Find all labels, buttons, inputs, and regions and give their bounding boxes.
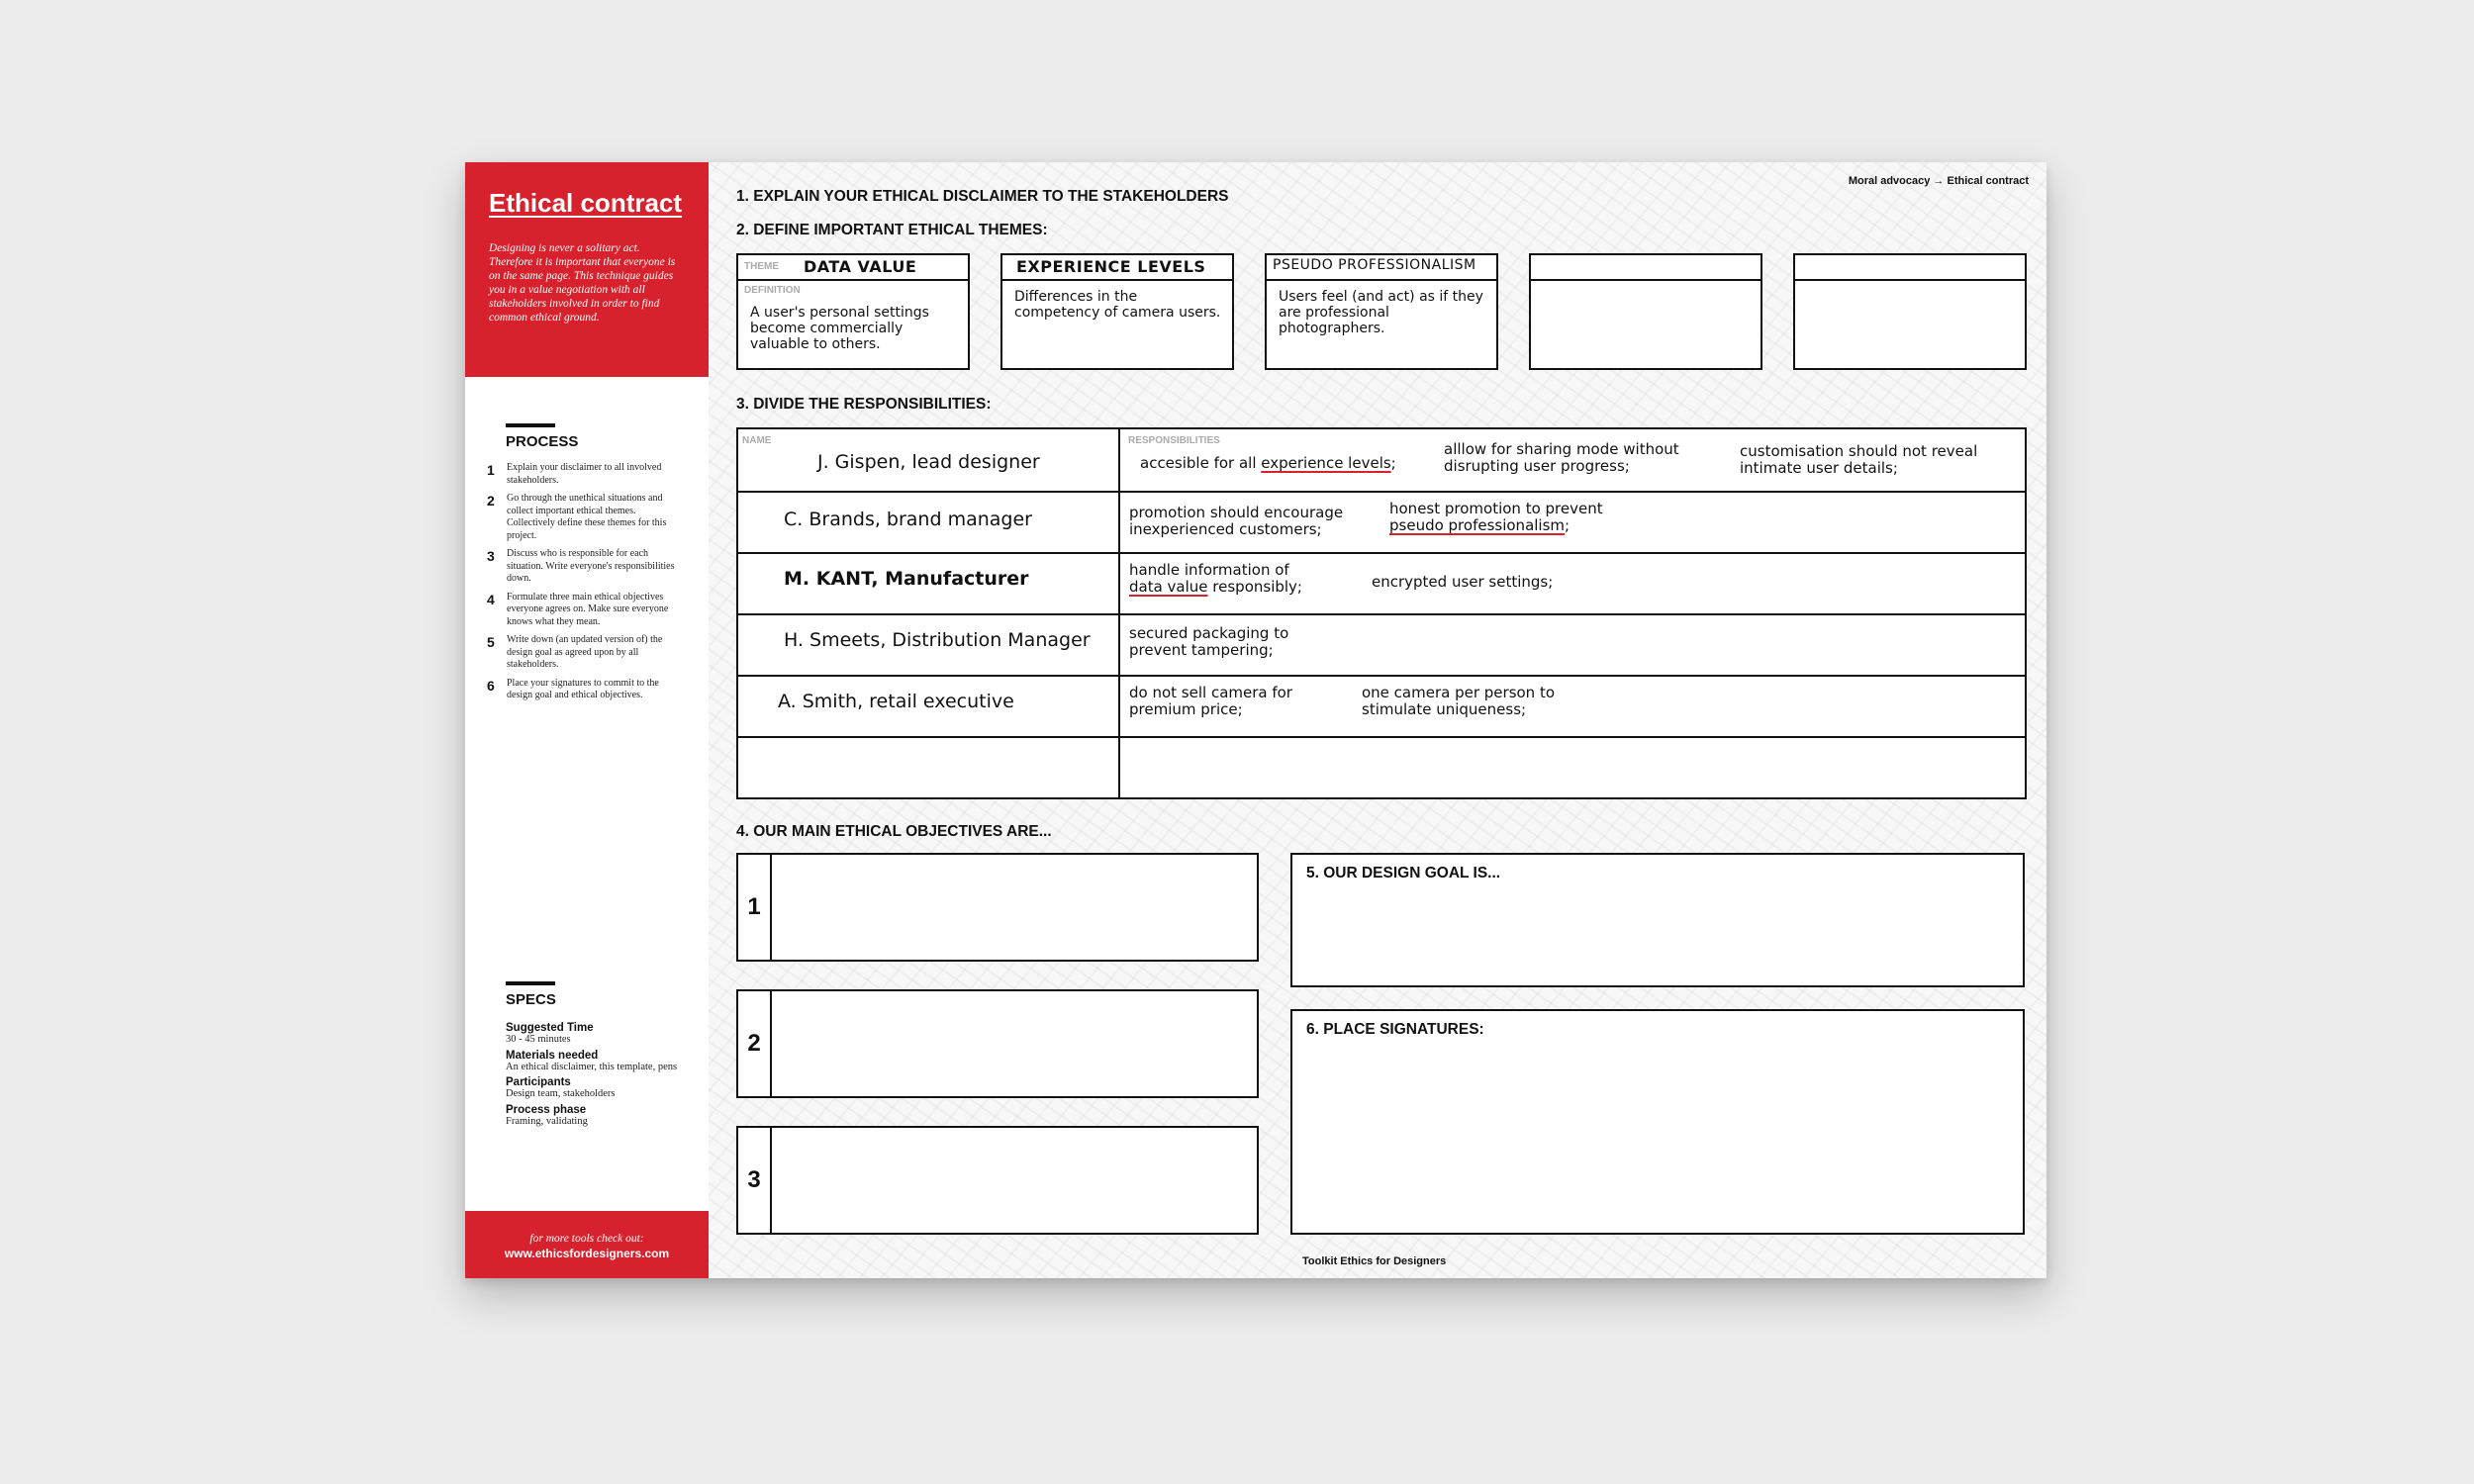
process-step-text: Place your signatures to commit to the design goal and ethical objectives. (507, 677, 659, 700)
spec-label: Participants (506, 1076, 571, 1088)
process-heading: PROCESS (506, 433, 579, 450)
worksheet-area (709, 162, 2046, 1278)
definition-label: DEFINITION (744, 285, 801, 296)
objective-box[interactable] (736, 853, 1259, 962)
spec-label: Materials needed (506, 1049, 599, 1062)
stakeholder-name[interactable]: C. Brands, brand manager (784, 509, 1032, 530)
responsibility-item[interactable]: do not sell camera for premium price; (1129, 684, 1292, 718)
theme-value: PSEUDO PROFESSIONALISM (1273, 257, 1476, 273)
section-4-title: 4. OUR MAIN ETHICAL OBJECTIVES ARE... (736, 823, 1052, 840)
process-step (487, 548, 685, 586)
breadcrumb: Moral advocacy → Ethical contract (1848, 175, 2029, 187)
section-2-title: 2. DEFINE IMPORTANT ETHICAL THEMES: (736, 222, 1048, 238)
stakeholder-name[interactable]: H. Smeets, Distribution Manager (784, 629, 1091, 651)
process-step (487, 592, 685, 629)
design-goal-box[interactable] (1290, 853, 2025, 987)
spec-value: An ethical disclaimer, this template, pens (506, 1061, 678, 1072)
sidebar (465, 162, 709, 1278)
theme-card-empty[interactable] (1529, 253, 1762, 370)
theme-definition: A user's personal settings become commercially valuable to others. (750, 305, 929, 352)
footer-credit: Toolkit Ethics for Designers (1302, 1255, 1447, 1267)
responsibility-item[interactable]: honest promotion to prevent pseudo professionalism; (1389, 500, 1603, 534)
theme-definition: Differences in the competency of camera users. (1014, 289, 1221, 321)
process-step-text: Formulate three main ethical objectives everyone agrees on. Make sure everyone knows what they mean. (507, 591, 669, 627)
spec-value: 30 - 45 minutes (506, 1034, 571, 1045)
stakeholder-name[interactable]: A. Smith, retail executive (778, 691, 1014, 712)
specs-heading: SPECS (506, 991, 556, 1008)
stakeholder-name[interactable]: M. KANT, Manufacturer (784, 568, 1029, 590)
section-5-title: 5. OUR DESIGN GOAL IS... (1306, 865, 1501, 881)
theme-value: DATA VALUE (804, 257, 917, 276)
process-divider (506, 423, 555, 427)
spec-label: Suggested Time (506, 1022, 594, 1034)
table-row-divider (738, 675, 2025, 677)
objective-box[interactable] (736, 1126, 1259, 1235)
stakeholder-name[interactable]: J. Gispen, lead designer (817, 451, 1040, 473)
theme-card-empty[interactable] (1793, 253, 2027, 370)
signatures-box[interactable] (1290, 1009, 2025, 1235)
ethical-contract-sheet (465, 162, 2046, 1278)
sheet-title: Ethical contract (489, 188, 683, 218)
table-row-divider (738, 552, 2025, 554)
section-1-title: 1. EXPLAIN YOUR ETHICAL DISCLAIMER TO THE STAKEHOLDERS (736, 188, 1229, 205)
specs-list (506, 1019, 694, 1128)
process-step-text: Explain your disclaimer to all involved stakeholders. (507, 462, 662, 486)
process-step (487, 678, 685, 702)
website-link[interactable]: www.ethicsfordesigners.com (504, 1247, 670, 1260)
objective-box[interactable] (736, 989, 1259, 1098)
process-step-text: Go through the unethical situations and collect important ethical themes. Collectively define these themes for this project. (507, 493, 667, 541)
responsibility-item[interactable]: customisation should not reveal intimate user details; (1740, 442, 1978, 477)
process-step (487, 634, 685, 672)
spec-value: Framing, validating (506, 1115, 588, 1127)
process-step-number: 3 (487, 548, 495, 564)
table-row-divider (738, 491, 2025, 493)
spec-value: Design team, stakeholders (506, 1088, 616, 1099)
theme-card[interactable] (1265, 253, 1498, 370)
table-row-divider (738, 613, 2025, 615)
theme-value: EXPERIENCE LEVELS (1016, 257, 1206, 276)
theme-card[interactable] (736, 253, 970, 370)
process-step-number: 1 (487, 462, 495, 478)
objective-number: 2 (738, 991, 772, 1096)
process-step-text: Discuss who is responsible for each situation. Write everyone's responsibilities down. (507, 548, 675, 584)
process-step-number: 4 (487, 591, 495, 607)
specs-divider (506, 981, 555, 985)
responsibilities-column-header: RESPONSIBILITIES (1128, 435, 1220, 446)
objective-number: 1 (738, 855, 772, 960)
intro-text: Designing is never a solitary act. Therefore it is important that everyone is on the same page. This technique guides you in a value negotiation with all stakeholders involved in order to find common ethical ground. (489, 242, 676, 324)
process-step-number: 2 (487, 493, 495, 509)
sidebar-header (465, 162, 709, 377)
name-column-header: NAME (742, 435, 772, 446)
process-step-number: 5 (487, 634, 495, 650)
process-step (487, 462, 685, 487)
responsibility-item[interactable]: secured packaging to prevent tampering; (1129, 624, 1289, 659)
responsibility-item[interactable]: promotion should encourage inexperienced customers; (1129, 504, 1344, 538)
table-row-divider (738, 736, 2025, 738)
theme-definition: Users feel (and act) as if they are professional photographers. (1279, 289, 1483, 336)
section-6-title: 6. PLACE SIGNATURES: (1306, 1021, 1484, 1038)
responsibility-item[interactable]: one camera per person to stimulate uniqueness; (1362, 684, 1556, 718)
responsibility-item[interactable]: encrypted user settings; (1372, 573, 1554, 591)
sidebar-footer (465, 1211, 709, 1278)
spec-label: Process phase (506, 1103, 587, 1116)
theme-card[interactable] (1000, 253, 1234, 370)
responsibility-item[interactable]: alllow for sharing mode without disrupting user progress; (1444, 440, 1679, 475)
process-step (487, 493, 685, 542)
section-3-title: 3. DIVIDE THE RESPONSIBILITIES: (736, 396, 992, 413)
responsibility-item[interactable]: handle information of data value responsibly; (1129, 561, 1302, 596)
responsibilities-table (736, 427, 2027, 799)
responsibility-item[interactable]: accesible for all experience levels; (1140, 454, 1396, 472)
objective-number: 3 (738, 1128, 772, 1233)
more-tools-text: for more tools check out: (529, 1233, 644, 1245)
process-list (487, 462, 685, 708)
process-step-number: 6 (487, 677, 495, 694)
theme-label: THEME (744, 261, 779, 272)
process-step-text: Write down (an updated version of) the design goal as agreed upon by all stakeholders. (507, 634, 663, 670)
